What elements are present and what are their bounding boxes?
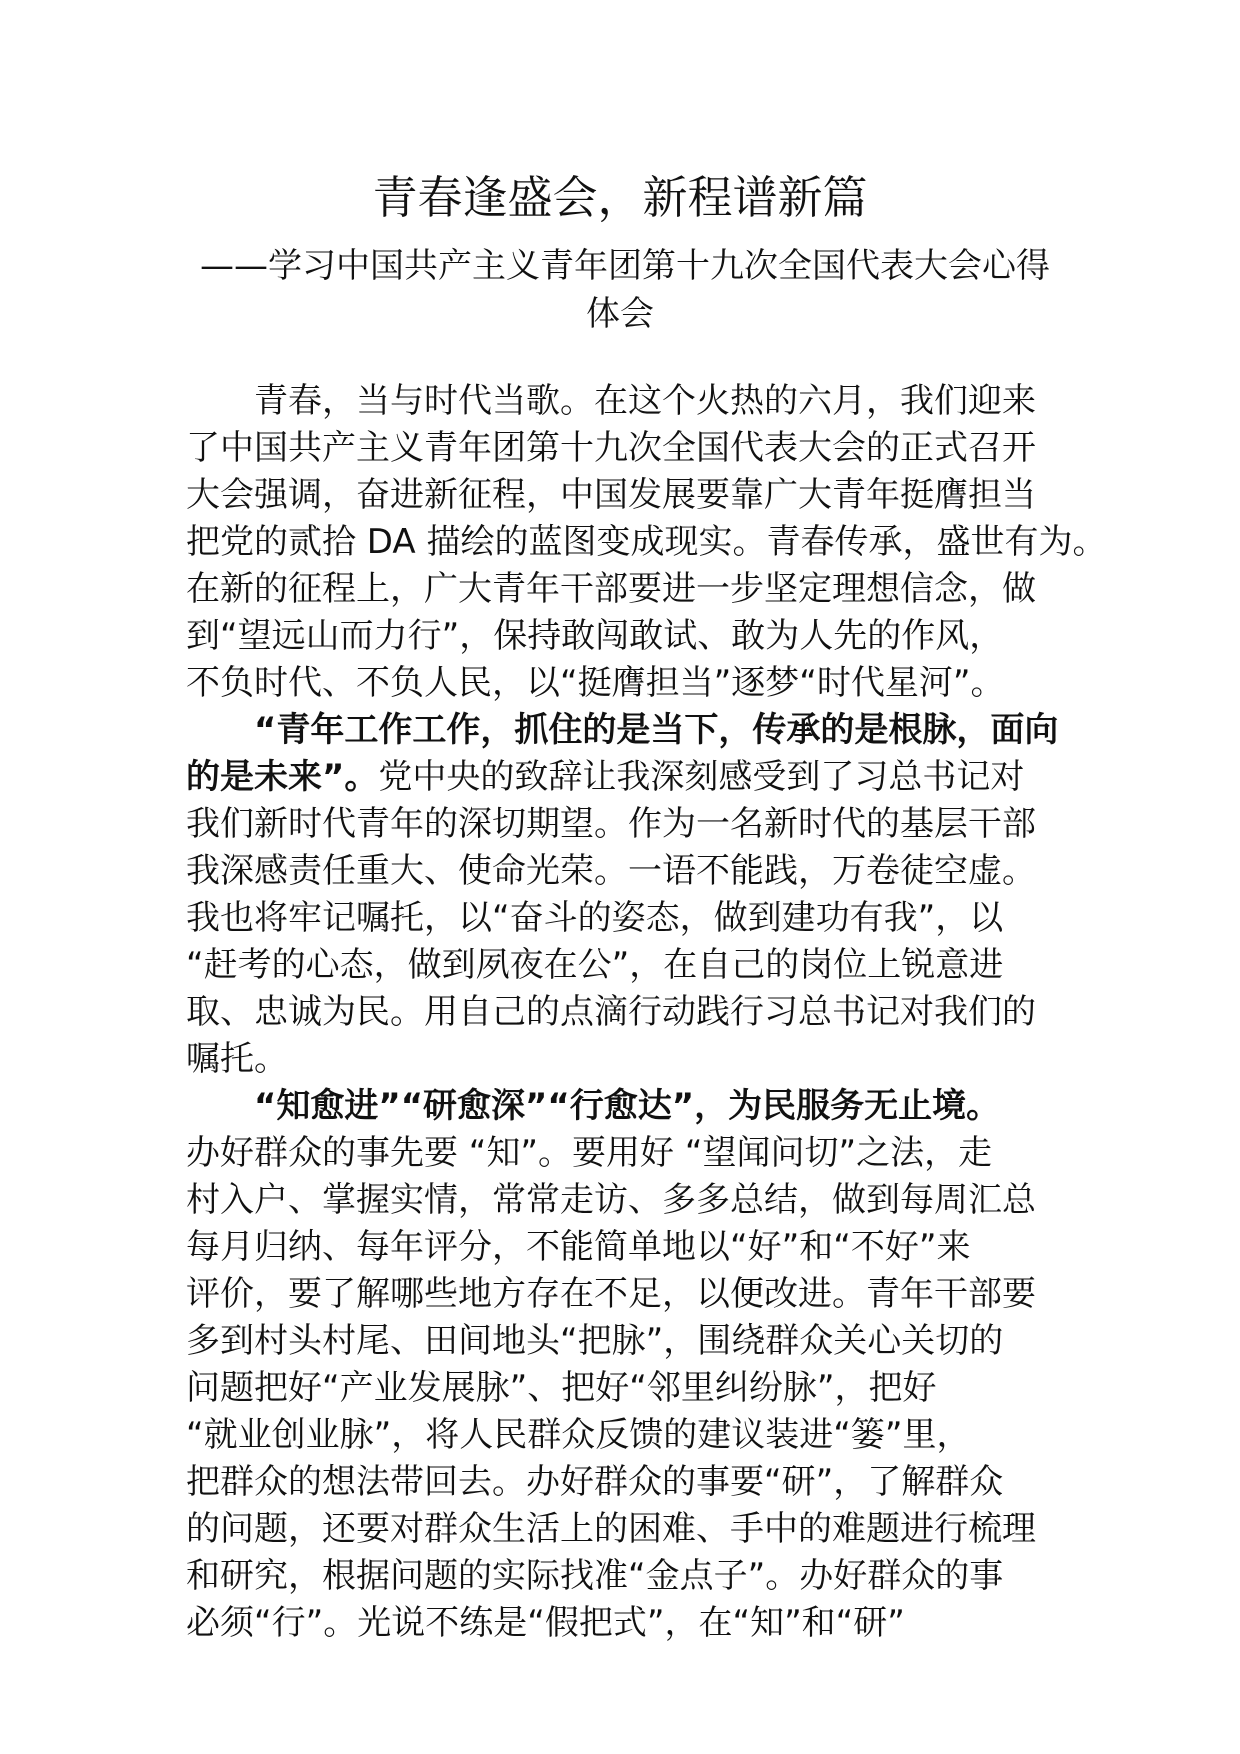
body-text: 党中央的致辞让我深刻感受到了习总书记对	[378, 757, 1025, 797]
body-text: 青春，当与时代当歌。在这个火热的六月，我们迎来	[254, 381, 1036, 421]
body-text: 把党的贰拾 DA 描绘的蓝图变成现实。青春传承，盛世有为。	[186, 522, 1107, 562]
body-line	[186, 1318, 1066, 1365]
body-text: 的问题，还要对群众生活上的困难、手中的难题进行梳理	[186, 1509, 1036, 1549]
body-text: 嘱托。	[186, 1039, 288, 1079]
body-line	[186, 801, 1066, 848]
body-text: 到“望远山而力行”，保持敢闯敢试、敢为人先的作风，	[186, 616, 1004, 656]
body-text: 办好群众的事先要 “知”。要用好 “望闻问切”之法，走	[186, 1133, 993, 1173]
body-line	[186, 1177, 1066, 1224]
body-line	[186, 1506, 1066, 1553]
body-line	[186, 1365, 1066, 1412]
body-text: 在新的征程上，广大青年干部要进一步坚定理想信念，做	[186, 569, 1036, 609]
body-line	[186, 707, 1066, 754]
body-text: 问题把好“产业发展脉”、把好“邻里纠纷脉”，把好	[186, 1368, 937, 1408]
body-line	[186, 566, 1066, 613]
body-text: “就业创业脉”，将人民群众反馈的建议装进“篓”里，	[186, 1415, 971, 1455]
body-text: 了中国共产主义青年团第十九次全国代表大会的正式召开	[186, 428, 1036, 468]
body-line	[186, 754, 1066, 801]
bold-heading-text: “知愈进”“研愈深”“行愈达”，为民服务无止境。	[254, 1086, 1001, 1126]
body-line	[186, 1459, 1066, 1506]
bold-heading-text: 的是未来”。	[186, 757, 379, 797]
body-line	[186, 942, 1066, 989]
body-text: 把群众的想法带回去。办好群众的事要“研”，了解群众	[186, 1462, 1004, 1502]
body-text: 评价，要了解哪些地方存在不足，以便改进。青年干部要	[186, 1274, 1036, 1314]
body-text: 取、忠诚为民。用自己的点滴行动践行习总书记对我们的	[186, 992, 1036, 1032]
body-text: 大会强调，奋进新征程，中国发展要靠广大青年挺膺担当	[186, 475, 1036, 515]
body-line	[186, 472, 1066, 519]
body-text: 多到村头村尾、田间地头“把脉”，围绕群众关心关切的	[186, 1321, 1004, 1361]
body-text: 我们新时代青年的深切期望。作为一名新时代的基层干部	[186, 804, 1036, 844]
body-text: 我深感责任重大、使命光荣。一语不能践，万卷徒空虚。	[186, 851, 1036, 891]
body-text: 不负时代、不负人民，以“挺膺担当”逐梦“时代星河”。	[186, 663, 1005, 703]
body-line	[186, 989, 1066, 1036]
subtitle-line: 体会	[586, 294, 654, 334]
body-line	[186, 1130, 1066, 1177]
body-line	[186, 378, 1066, 425]
document-subtitle	[200, 242, 1050, 338]
body-text: 我也将牢记嘱托，以“奋斗的姿态，做到建功有我”，以	[186, 898, 1004, 938]
body-text: “赶考的心态，做到夙夜在公”，在自己的岗位上锐意进	[186, 945, 1004, 985]
body-line	[186, 1271, 1066, 1318]
bold-heading-text: “青年工作工作，抓住的是当下，传承的是根脉，面向	[254, 710, 1059, 750]
document-title: 青春逢盛会，新程谱新篇	[372, 171, 868, 224]
body-line	[186, 613, 1066, 660]
body-line	[186, 660, 1066, 707]
body-text: 和研究，根据问题的实际找准“金点子”。办好群众的事	[186, 1556, 1004, 1596]
body-line	[186, 848, 1066, 895]
body-line	[186, 519, 1107, 566]
body-line	[186, 425, 1066, 472]
body-line	[186, 1036, 1066, 1083]
body-line	[186, 1224, 1066, 1271]
body-line	[186, 1553, 1066, 1600]
body-line	[186, 1600, 1066, 1647]
body-line	[186, 1412, 1066, 1459]
body-text: 每月归纳、每年评分，不能简单地以“好”和“不好”来	[186, 1227, 971, 1267]
body-text: 村入户、掌握实情，常常走访、多多总结，做到每周汇总	[186, 1180, 1036, 1220]
body-text: 必须“行”。光说不练是“假把式”，在“知”和“研”	[186, 1603, 905, 1643]
subtitle-line: ——学习中国共产主义青年团第十九次全国代表大会心得	[200, 246, 1050, 286]
body-line	[186, 895, 1066, 942]
body-line	[186, 1083, 1066, 1130]
document-body	[186, 378, 1107, 1647]
